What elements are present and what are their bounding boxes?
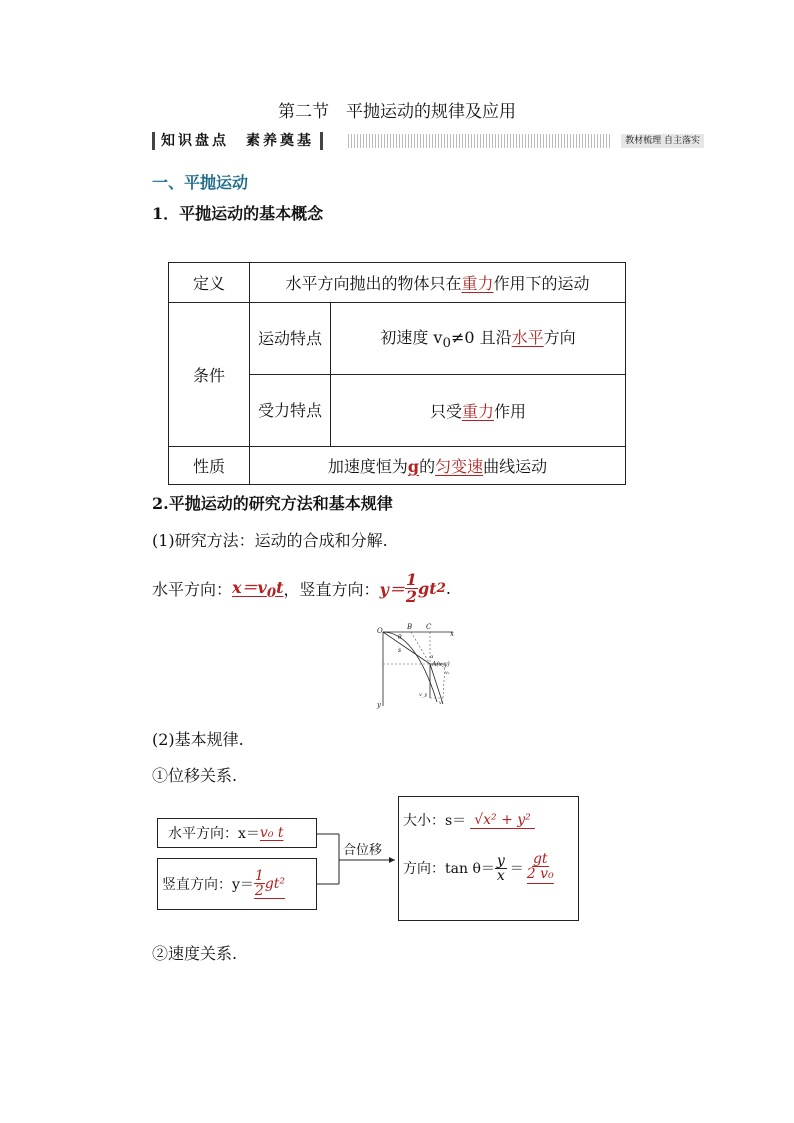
displacement-relation: ①位移关系.	[152, 766, 238, 785]
motion-label: 运动特点	[250, 303, 331, 375]
direction-row	[403, 841, 574, 895]
motion-text-pre: 初速度 v	[380, 328, 443, 348]
concept-table	[168, 262, 626, 485]
definition-label: 定义	[169, 263, 250, 303]
vertical-displacement-label: 竖直方向：y＝	[162, 877, 254, 893]
motion-text-mid: ≠0 且沿	[450, 328, 512, 348]
banner-stripe	[348, 134, 612, 148]
vertical-displacement-den: 2	[254, 883, 264, 899]
definition-cell	[250, 263, 626, 303]
direction-den-2: 2 v₀	[526, 866, 554, 882]
direction-den-1: x	[496, 867, 505, 884]
section-banner	[152, 132, 704, 150]
vertical-square: 2	[436, 580, 446, 596]
horizontal-eq: x＝v	[232, 577, 267, 597]
label-o: O	[377, 627, 383, 635]
force-key: 重力	[461, 402, 494, 421]
nature-key-g: g	[407, 457, 420, 476]
label-a: A(x,y)	[432, 661, 450, 668]
formula-line	[152, 566, 451, 610]
motion-subscript: 0	[442, 336, 451, 352]
motion-key: 水平	[511, 328, 544, 348]
definition-text-pre: 水平方向抛出的物体只在	[285, 274, 462, 293]
label-vx: vₓ	[445, 670, 450, 676]
label-vy: v_y	[419, 692, 428, 698]
vertical-displacement-fraction	[254, 869, 265, 898]
definition-key: 重力	[461, 274, 494, 293]
label-x: x	[450, 630, 454, 638]
table-row-motion	[169, 303, 626, 375]
nature-text-pre: 加速度恒为	[327, 457, 408, 476]
research-method: (1)研究方法：运动的合成和分解.	[152, 531, 388, 550]
vertical-displacement-box	[157, 858, 317, 910]
horizontal-sub: 0	[266, 585, 277, 602]
vertical-formula	[379, 569, 446, 606]
horizontal-displacement-label: 水平方向：x＝	[168, 826, 260, 842]
subsection-heading-2: 2.平抛运动的研究方法和基本规律	[152, 494, 393, 513]
velocity-parallelogram-v	[443, 664, 445, 698]
fraction-denominator: 2	[405, 586, 417, 606]
resultant-box	[398, 796, 579, 921]
table-row-definition	[169, 263, 626, 303]
vertical-displacement-num: 1	[254, 868, 264, 884]
horizontal-t: t	[276, 577, 284, 597]
horizontal-formula	[232, 575, 284, 601]
motion-text-post: 方向	[543, 328, 576, 348]
direction-num-1: y	[496, 852, 505, 869]
direction-fraction-1	[495, 854, 507, 883]
horizontal-displacement-value: v₀ t	[259, 825, 284, 841]
page-title: 第二节 平抛运动的规律及应用	[278, 102, 516, 122]
nature-label: 性质	[169, 447, 250, 485]
label-v: v	[439, 700, 442, 706]
motion-cell	[331, 303, 626, 375]
subsection-heading-1: 1．平抛运动的基本概念	[152, 204, 324, 223]
nature-text-post: 曲线运动	[483, 457, 548, 476]
vertical-displacement-tail: gt²	[264, 875, 286, 892]
nature-cell	[250, 447, 626, 485]
label-b: B	[407, 623, 413, 631]
vertical-fraction	[405, 569, 418, 606]
force-label: 受力特点	[250, 375, 331, 447]
label-c: C	[426, 623, 432, 631]
banner-label: 知识盘点 素养奠基	[152, 132, 323, 150]
vertical-gt: gt	[418, 578, 437, 598]
connector-arrows	[317, 820, 399, 910]
arrowhead-icon	[389, 857, 395, 863]
direction-eq: ＝	[509, 861, 524, 877]
direction-fraction-2	[527, 852, 554, 884]
table-row-nature	[169, 447, 626, 485]
fraction-numerator: 1	[405, 569, 417, 589]
horizontal-displacement-box	[157, 818, 317, 848]
label-y: y	[377, 701, 381, 709]
force-cell	[331, 375, 626, 447]
velocity-relation: ②速度关系.	[152, 944, 238, 963]
trajectory	[383, 632, 437, 702]
section-heading: 一、平抛运动	[152, 173, 249, 192]
projectile-diagram	[375, 622, 475, 712]
label-s: s	[398, 647, 402, 654]
nature-key: 匀变速	[435, 457, 484, 476]
combine-label: 合位移	[343, 843, 383, 858]
horizontal-label: 水平方向：	[152, 579, 233, 599]
label-theta: θ	[398, 634, 402, 641]
force-text-pre: 只受	[429, 402, 462, 421]
magnitude-label: 大小：s＝	[403, 813, 467, 829]
displacement-line	[383, 632, 430, 664]
magnitude-value: √x² + y²	[470, 812, 535, 829]
nature-text-mid: 的	[419, 457, 436, 476]
tangent-line	[411, 632, 430, 664]
formula-end: .	[445, 578, 451, 598]
banner-tail: 教材梳理 自主落实	[621, 134, 704, 148]
vertical-label: ，竖直方向：	[283, 579, 380, 599]
basic-laws: (2)基本规律.	[152, 730, 244, 749]
direction-num-2: gt	[532, 851, 548, 867]
label-alpha: α	[430, 654, 434, 660]
magnitude-row	[403, 805, 574, 835]
force-text-post: 作用	[494, 402, 527, 421]
direction-label: 方向：tan θ＝	[403, 861, 495, 877]
definition-text-post: 作用下的运动	[493, 274, 590, 293]
vertical-displacement-value	[254, 869, 285, 899]
vertical-eq: y＝	[379, 579, 405, 599]
condition-label: 条件	[169, 303, 250, 447]
